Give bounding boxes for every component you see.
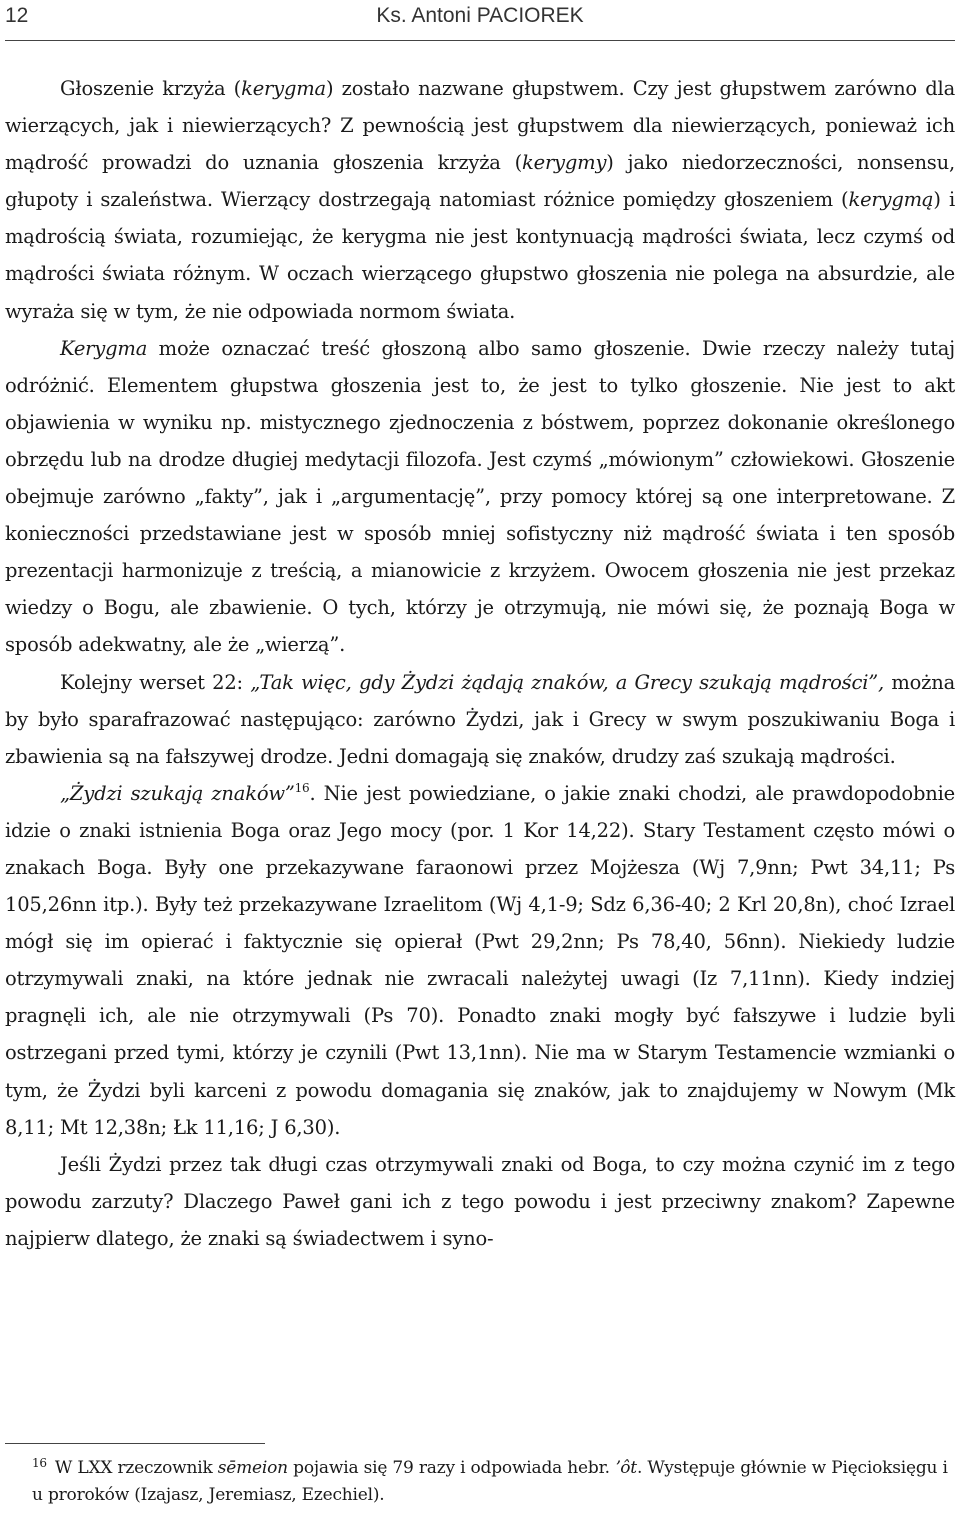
italic-text: ʼôt	[615, 1458, 637, 1478]
text-run: ) zostało nazwane głupstwem. Czy jest głupstwem zarówno dla wierzących, jak i niewierzących? Z pewnością jest głupstwem dla niewierzących, ponieważ ich mądrość prowadzi do uznania głoszenia krzyża (	[5, 77, 955, 175]
header-rule	[5, 40, 955, 41]
text-run: Głoszenie krzyża (	[60, 77, 242, 100]
italic-text: Kerygma	[60, 336, 148, 360]
italic-text: „Żydzi szukają znaków”	[60, 781, 295, 805]
paragraph-1	[5, 70, 955, 330]
footnote-rule	[5, 1443, 265, 1444]
text-run: . Występuje głównie w Pięcioksięgu i u proroków (Izajasz, Jeremiasz, Ezechiel).	[32, 1458, 948, 1505]
italic-text: sēmeion	[217, 1458, 288, 1478]
body-text	[5, 70, 955, 1257]
paragraph-3	[5, 664, 955, 775]
paragraph-4	[5, 775, 955, 1146]
footnote-16	[32, 1455, 960, 1509]
text-run: Jeśli Żydzi przez tak długi czas otrzymywali znaki od Boga, to czy można czynić im z tego powodu zarzuty? Dlaczego Paweł gani ich z tego powodu i jest przeciwny znakom? Zapewne najpierw dlatego, że znaki są świadectwem i syno-	[5, 1152, 955, 1250]
document-page	[5, 0, 956, 1505]
text-run: może oznaczać treść głoszoną albo samo głoszenie. Dwie rzeczy należy tutaj odróżnić. Elementem głupstwa głoszenia jest to, że jest to tylko głoszenie. Nie jest to akt objawienia w wyniku np. mistycznego zjednoczenia z bóstwem, poprzez dokonanie określonego obrzędu lub na drodze długiej medytacji filozofa. Jest czymś „mówionym” człowiekowi. Głoszenie obejmuje zarówno „fakty”, jak i „argumentację”, przy pomocy której są one interpretowane. Z konieczności przedstawiane jest w sposób mniej sofistyczny niż mądrość świata i ten sposób prezentacji harmonizuje z treścią, a mianowicie z krzyżem. Owocem głoszenia nie jest przekaz wiedzy o Bogu, ale zbawienie. O tych, którzy je otrzymują, nie mówi się, że poznają Boga w sposób adekwatny, ale że „wierzą”.	[5, 336, 955, 657]
page-header	[5, 0, 955, 36]
footnote-number: 16	[32, 1456, 47, 1470]
paragraph-5	[5, 1146, 955, 1257]
text-run: Kolejny werset 22:	[60, 670, 251, 694]
paragraph-2	[5, 330, 955, 664]
footnote-reference[interactable]: 16	[294, 780, 310, 795]
text-run: można by było sparafrazować następująco: zarówno Żydzi, jak i Grecy w swym poszukiwaniu Boga i zbawienia są na fałszywej drodze. Jedni domagają się znaków, drudzy zaś szukają mądrości.	[5, 670, 956, 768]
italic-text: kerygma	[241, 77, 326, 100]
text-run: ) i mądrością świata, rozumiejąc, że kerygma nie jest kontynuacją mądrości świata, lecz czymś od mądrości świata różnym. W oczach wierzącego głupstwo głoszenia nie polega na absurdzie, ale wyraża się w tym, że nie odpowiada normom świata.	[5, 188, 955, 323]
text-run: pojawia się 79 razy i odpowiada hebr.	[287, 1458, 616, 1478]
text-run: ) jako niedorzeczności, nonsensu, głupoty i szaleństwa. Wierzący dostrzegają natomiast różnice pomiędzy głoszeniem (	[5, 151, 955, 212]
text-run: W LXX rzeczownik	[54, 1458, 218, 1478]
footnote-text	[32, 1458, 948, 1505]
running-title: Ks. Antoni PACIOREK	[376, 4, 584, 27]
italic-text: kerygmy	[521, 151, 607, 175]
italic-text: kerygmą	[848, 188, 934, 212]
page-number: 12	[5, 4, 29, 27]
italic-text: „Tak więc, gdy Żydzi żądają znaków, a Grecy szukają mądrości”,	[250, 670, 885, 694]
text-run: . Nie jest powiedziane, o jakie znaki chodzi, ale prawdopodobnie idzie o znaki istnienia Boga oraz Jego mocy (por. 1 Kor 14,22). Stary Testament często mówi o znakach Boga. Były one przekazywane faraonowi przez Mojżesza (Wj 7,9nn; Pwt 34,11; Ps 105,26nn itp.). Były też przekazywane Izraelitom (Wj 4,1-9; Sdz 6,36-40; 2 Krl 20,8n), choć Izrael mógł się im opierać i faktycznie się opierał (Pwt 29,2nn; Ps 78,40, 56nn). Niekiedy ludzie otrzymywali znaki, na które jednak nie zwracali należytej uwagi (Iz 7,11nn). Kiedy indziej pragnęli ich, ale nie otrzymywali (Ps 70). Ponadto znaki mogły być fałszywe i ludzie byli ostrzegani przed tymi, którzy je czynili (Pwt 13,1nn). Nie ma w Starym Testamencie wzmianki o tym, że Żydzi byli karceni z powodu domagania się znaków, jak to znajdujemy w Nowym (Mk 8,11; Mt 12,38n; Łk 11,16; J 6,30).	[5, 781, 955, 1139]
